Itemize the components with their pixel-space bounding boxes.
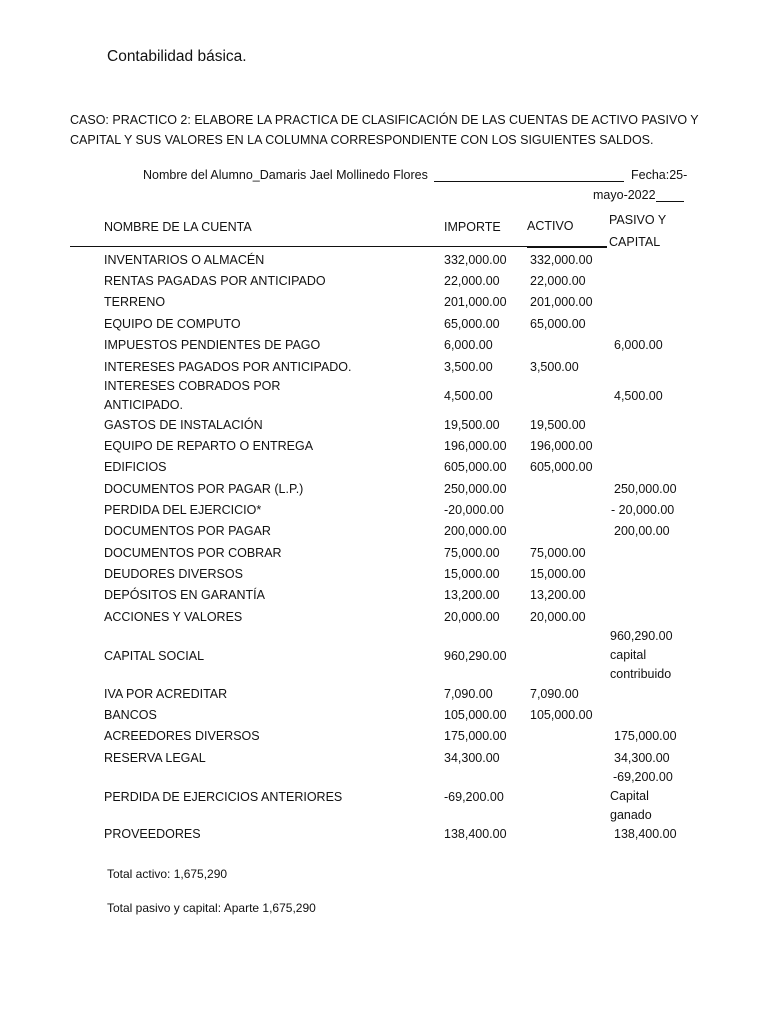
- importe-value: 19,500.00: [444, 418, 500, 432]
- date-part1: Fecha:25-: [631, 168, 688, 182]
- account-name: DOCUMENTOS POR PAGAR: [104, 524, 271, 538]
- activo-value: 3,500.00: [530, 360, 579, 374]
- activo-value: 196,000.00: [530, 439, 593, 453]
- activo-value: 22,000.00: [530, 274, 586, 288]
- student-name-line: [143, 168, 630, 182]
- account-name: EDIFICIOS: [104, 460, 167, 474]
- account-name-line1: INTERESES COBRADOS POR: [104, 379, 281, 393]
- underline: [434, 169, 624, 182]
- importe-value: 960,290.00: [444, 649, 507, 663]
- importe-value: 605,000.00: [444, 460, 507, 474]
- date-line: [593, 188, 684, 202]
- pasivo-value-line3: ganado: [610, 808, 652, 822]
- student-name: Nombre del Alumno_Damaris Jael Mollinedo Flores: [143, 168, 428, 182]
- importe-value: 196,000.00: [444, 439, 507, 453]
- importe-value: 22,000.00: [444, 274, 500, 288]
- pasivo-value: 34,300.00: [614, 751, 670, 765]
- activo-value: 65,000.00: [530, 317, 586, 331]
- account-name: ACREEDORES DIVERSOS: [104, 729, 260, 743]
- importe-value: 332,000.00: [444, 253, 507, 267]
- header-rule: [70, 246, 606, 247]
- total-pasivo-capital: Total pasivo y capital: Aparte 1,675,290: [107, 901, 316, 915]
- importe-value: 138,400.00: [444, 827, 507, 841]
- header-account-name: NOMBRE DE LA CUENTA: [104, 220, 252, 234]
- importe-value: 105,000.00: [444, 708, 507, 722]
- pasivo-value: 175,000.00: [614, 729, 677, 743]
- account-name: ACCIONES Y VALORES: [104, 610, 243, 624]
- importe-value: 75,000.00: [444, 546, 500, 560]
- pasivo-value: 4,500.00: [614, 389, 663, 403]
- importe-value: 13,200.00: [444, 588, 500, 602]
- pasivo-value-line2: Capital: [610, 789, 649, 803]
- activo-value: 19,500.00: [530, 418, 586, 432]
- header-pasivo-line1: PASIVO Y: [609, 213, 667, 227]
- account-name: DEPÓSITOS EN GARANTÍA: [104, 588, 265, 602]
- account-name: DOCUMENTOS POR PAGAR (L.P.): [104, 482, 304, 496]
- pasivo-value: 200,00.00: [614, 524, 670, 538]
- account-name: INVENTARIOS O ALMACÉN: [104, 253, 265, 267]
- importe-value: 7,090.00: [444, 687, 493, 701]
- activo-value: 105,000.00: [530, 708, 593, 722]
- account-name: GASTOS DE INSTALACIÓN: [104, 418, 263, 432]
- account-name: BANCOS: [104, 708, 157, 722]
- activo-value: 13,200.00: [530, 588, 586, 602]
- pasivo-value-line1: 960,290.00: [610, 629, 673, 643]
- pasivo-value: 138,400.00: [614, 827, 677, 841]
- importe-value: 3,500.00: [444, 360, 493, 374]
- pasivo-value: - 20,000.00: [611, 503, 675, 517]
- account-name: EQUIPO DE REPARTO O ENTREGA: [104, 439, 314, 453]
- account-name: RENTAS PAGADAS POR ANTICIPADO: [104, 274, 326, 288]
- importe-value: 65,000.00: [444, 317, 500, 331]
- page-title: Contabilidad básica.: [107, 48, 247, 65]
- pasivo-value-line2: capital: [610, 648, 647, 662]
- pasivo-value-line3: contribuido: [610, 667, 672, 681]
- date-part2: mayo-2022: [593, 188, 656, 202]
- activo-value: 605,000.00: [530, 460, 593, 474]
- account-name: CAPITAL SOCIAL: [104, 649, 205, 663]
- account-name: EQUIPO DE COMPUTO: [104, 317, 241, 331]
- account-name-line2: ANTICIPADO.: [104, 398, 183, 412]
- activo-value: 20,000.00: [530, 610, 586, 624]
- account-name: PROVEEDORES: [104, 827, 201, 841]
- header-pasivo-line2: CAPITAL: [609, 235, 661, 249]
- importe-value: 250,000.00: [444, 482, 507, 496]
- header-activo: ACTIVO: [527, 219, 574, 233]
- importe-value: 6,000.00: [444, 338, 493, 352]
- account-name: TERRENO: [104, 295, 166, 309]
- account-name: INTERESES PAGADOS POR ANTICIPADO.: [104, 360, 352, 374]
- account-name: DOCUMENTOS POR COBRAR: [104, 546, 282, 560]
- activo-value: 201,000.00: [530, 295, 593, 309]
- total-activo: Total activo: 1,675,290: [107, 867, 228, 881]
- activo-value: 332,000.00: [530, 253, 593, 267]
- importe-value: -20,000.00: [444, 503, 504, 517]
- pasivo-value-line1: -69,200.00: [613, 770, 673, 784]
- header-importe: IMPORTE: [444, 220, 501, 234]
- account-name: PERDIDA DEL EJERCICIO*: [104, 503, 262, 517]
- importe-value: 201,000.00: [444, 295, 507, 309]
- account-name: IMPUESTOS PENDIENTES DE PAGO: [104, 338, 321, 352]
- account-name: DEUDORES DIVERSOS: [104, 567, 243, 581]
- activo-header-rule: [527, 246, 607, 248]
- pasivo-value: 250,000.00: [614, 482, 677, 496]
- underline: [656, 189, 684, 202]
- activo-value: 15,000.00: [530, 567, 586, 581]
- header-pasivo-capital: [609, 209, 666, 253]
- activo-value: 7,090.00: [530, 687, 579, 701]
- importe-value: -69,200.00: [444, 790, 504, 804]
- account-name: IVA POR ACREDITAR: [104, 687, 228, 701]
- importe-value: 4,500.00: [444, 389, 493, 403]
- importe-value: 15,000.00: [444, 567, 500, 581]
- importe-value: 34,300.00: [444, 751, 500, 765]
- importe-value: 175,000.00: [444, 729, 507, 743]
- importe-value: 200,000.00: [444, 524, 507, 538]
- account-name: PERDIDA DE EJERCICIOS ANTERIORES: [104, 790, 343, 804]
- pasivo-value: 6,000.00: [614, 338, 663, 352]
- instructions: CASO: PRACTICO 2: ELABORE LA PRACTICA DE CLASIFICACIÓN DE LAS CUENTAS DE ACTIVO PASIVO Y CAPITAL Y SUS VALORES EN LA COLUMNA CORRESPONDIENTE CON LOS SIGUIENTES SALDOS.: [70, 113, 699, 147]
- activo-value: 75,000.00: [530, 546, 586, 560]
- account-name: RESERVA LEGAL: [104, 751, 206, 765]
- importe-value: 20,000.00: [444, 610, 500, 624]
